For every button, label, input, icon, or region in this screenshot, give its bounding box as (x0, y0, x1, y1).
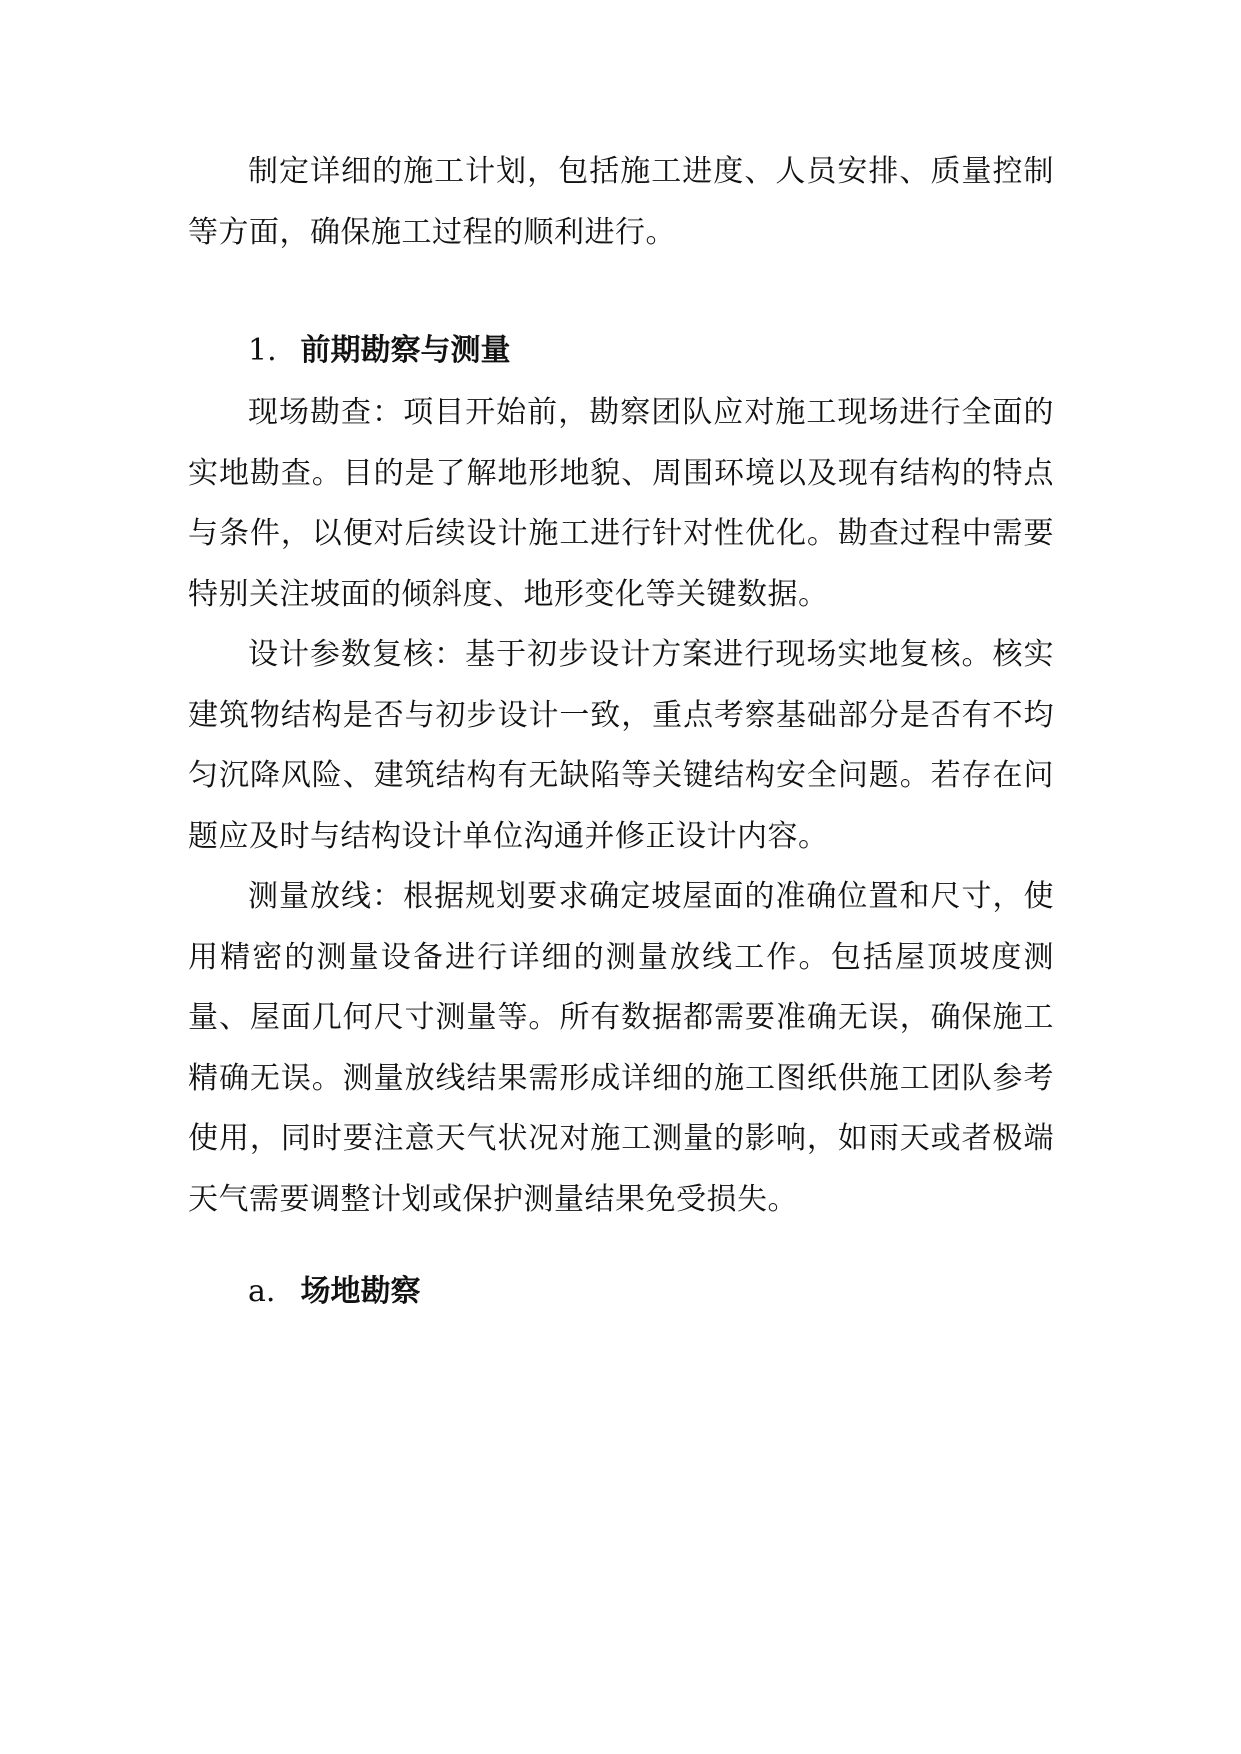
subsection-title: 场地勘察 (300, 1274, 421, 1309)
subsection-heading-a (188, 1262, 1054, 1322)
section-number: 1. (248, 333, 277, 368)
spacer (188, 1230, 1054, 1262)
document-body (188, 142, 1054, 1322)
spacer (188, 263, 1054, 321)
paragraph-measurement: 测量放线：根据规划要求确定坡屋面的准确位置和尺寸，使用精密的测量设备进行详细的测量放线工作。包括屋顶坡度测量、屋面几何尺寸测量等。所有数据都需要准确无误，确保施工精确无误。测量放线结果需形成详细的施工图纸供施工团队参考使用，同时要注意天气状况对施工测量的影响，如雨天或者极端天气需要调整计划或保护测量结果免受损失。 (188, 879, 1054, 1217)
section-heading-1 (188, 321, 1054, 381)
intro-paragraph: 制定详细的施工计划，包括施工进度、人员安排、质量控制等方面，确保施工过程的顺利进行。 (188, 154, 1054, 250)
subsection-label: a. (248, 1274, 276, 1309)
paragraph-design-review: 设计参数复核：基于初步设计方案进行现场实地复核。核实建筑物结构是否与初步设计一致，重点考察基础部分是否有不均匀沉降风险、建筑结构有无缺陷等关键结构安全问题。若存在问题应及时与结构设计单位沟通并修正设计内容。 (188, 637, 1054, 854)
paragraph-site-survey: 现场勘查：项目开始前，勘察团队应对施工现场进行全面的实地勘查。目的是了解地形地貌、周围环境以及现有结构的特点与条件，以便对后续设计施工进行针对性优化。勘查过程中需要特别关注坡面的倾斜度、地形变化等关键数据。 (188, 395, 1054, 612)
section-title: 前期勘察与测量 (300, 333, 511, 368)
